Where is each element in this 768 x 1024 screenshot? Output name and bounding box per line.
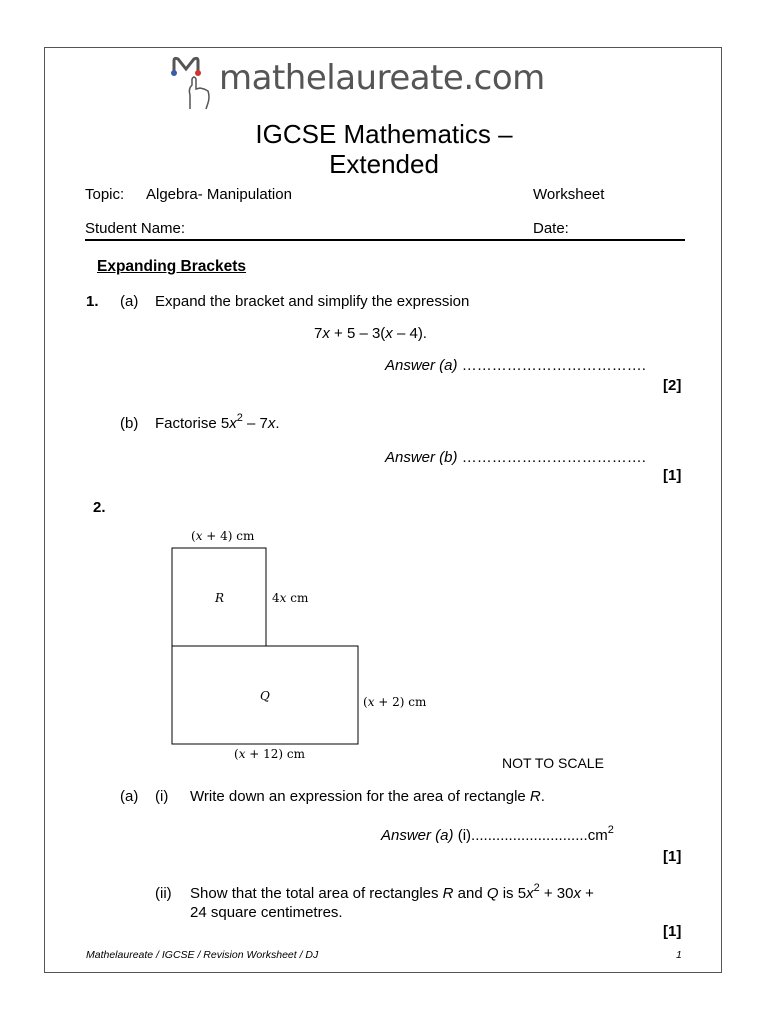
q2ai-text: Write down an expression for the area of rectangle R.	[190, 788, 545, 805]
q2ai-marks: [1]	[663, 848, 682, 865]
q2aii-label: (ii)	[155, 885, 172, 902]
q1-number: 1.	[86, 293, 99, 310]
q1a-marks: [2]	[663, 377, 682, 394]
rectangles-diagram	[160, 525, 440, 770]
logo-hand-icon	[168, 55, 218, 113]
bottom-side-label: (x + 12) cm	[234, 747, 306, 761]
q1b-marks: [1]	[663, 467, 682, 484]
worksheet-label: Worksheet	[533, 186, 605, 203]
q2aii-text-line2: 24 square centimetres.	[190, 904, 343, 921]
r-side-label: 4x cm	[272, 591, 309, 605]
rectangle-q-label: Q	[260, 689, 270, 703]
logo-text[interactable]: mathelaureate.com	[219, 58, 545, 98]
top-side-label: (x + 4) cm	[191, 529, 255, 543]
footer-text: Mathelaureate / IGCSE / Revision Worksheet / DJ	[86, 949, 319, 961]
q1a-label: (a)	[120, 293, 139, 310]
student-name-label: Student Name:	[85, 220, 186, 237]
q2ai-label: (i)	[155, 788, 169, 805]
date-label: Date:	[533, 220, 569, 237]
footer-page-number: 1	[676, 949, 682, 961]
q2-number: 2.	[93, 499, 106, 516]
q1b-answer-line[interactable]: Answer (b) ……………………………….	[385, 449, 646, 466]
q-side-label: (x + 2) cm	[363, 695, 427, 709]
q1a-expression: 7x + 5 – 3(x – 4).	[314, 325, 427, 342]
not-to-scale-note: NOT TO SCALE	[502, 755, 604, 771]
q1a-text: Expand the bracket and simplify the expression	[155, 293, 470, 310]
q2aii-marks: [1]	[663, 923, 682, 940]
topic-value: Algebra- Manipulation	[146, 186, 292, 203]
q1a-answer-line[interactable]: Answer (a) ……………………………….	[385, 357, 646, 374]
q2a-label: (a)	[120, 788, 139, 805]
q2ai-answer-line[interactable]: Answer (a) $(i)............................cm^2$	[381, 824, 614, 844]
q1b-text: Factorise $5x^2 - 7x$.	[155, 412, 280, 432]
q2aii-text-line1: Show that the total area of rectangles R and Q is $5x^2 + 30x$ +	[190, 882, 594, 902]
page-title-line2: Extended	[329, 149, 439, 179]
rectangle-r-label: R	[215, 591, 225, 605]
q1b-label: (b)	[120, 415, 139, 432]
header-divider	[85, 239, 685, 241]
topic-label: Topic:	[85, 186, 125, 203]
page-title-line1: IGCSE Mathematics –	[255, 119, 513, 149]
section-heading: Expanding Brackets	[97, 258, 247, 275]
